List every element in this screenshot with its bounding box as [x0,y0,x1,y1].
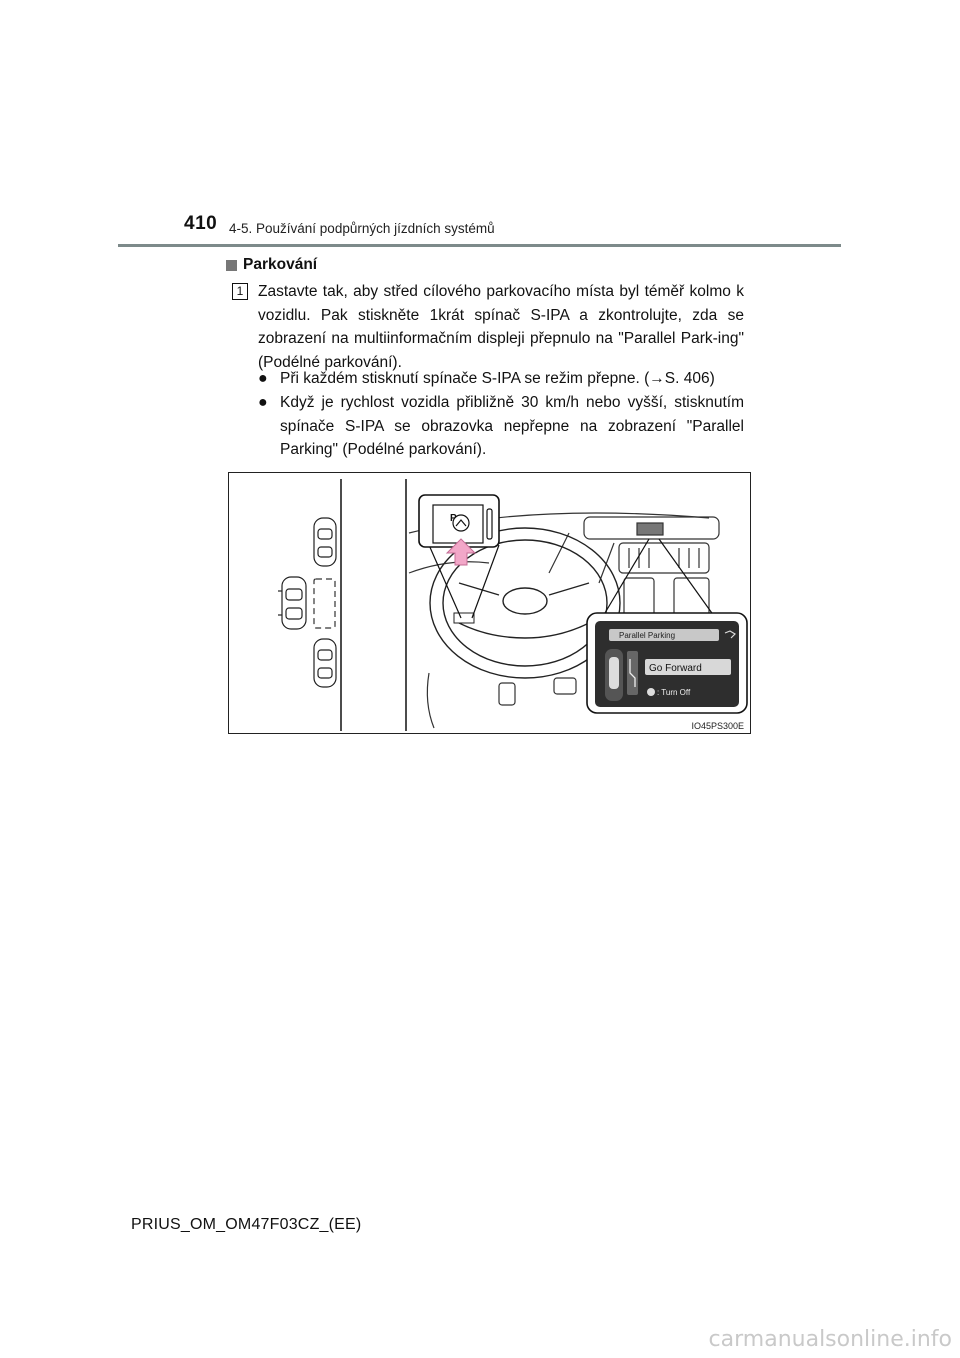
subheading [226,256,317,274]
parked-car-bottom [314,639,336,687]
display-action: Go Forward [649,663,702,674]
display-title: Parallel Parking [619,631,676,640]
bullet-item [258,367,744,391]
target-parking-space [314,579,335,628]
bullet-text: Při každém stisknutí spínače S-IPA se režim přepne. (→S. 406) [280,370,715,387]
bullet-dot-icon: ● [258,370,268,387]
watermark: carmanualsonline.info [708,1327,952,1352]
illustration-drawing [229,473,750,733]
bullet-dot-icon: ● [258,394,268,411]
display-turn-off: : Turn Off [657,688,691,697]
section-title: 4-5. Používání podpůrných jízdních systémů [229,221,495,236]
footer-code: PRIUS_OM_OM47F03CZ_(EE) [131,1216,362,1233]
figure-id: IO45PS300E [691,721,744,731]
square-bullet-icon [226,260,237,271]
header-divider [118,244,841,247]
step-number: 1 [232,283,248,300]
subheading-text: Parkování [243,256,318,273]
parked-car-top [314,518,336,566]
switch-cluster [454,613,474,623]
own-car [278,577,306,629]
step-text: Zastavte tak, aby střed cílového parkovacího místa byl téměř kolmo k vozidlu. Pak stiskněte 1krát spínač S-IPA a zkontrolujte, zda se zobrazení na multiinformačním displeji přepnulo na "Parallel Park-ing" (Podélné parkování). [258,283,744,371]
pedals [427,673,576,728]
page-number: 410 [184,213,218,234]
switch-p-label: P [450,513,457,524]
illustration-figure [228,472,751,734]
bullet-text: Když je rychlost vozidla přibližně 30 km/h nebo vyšší, stisknutím spínače S-IPA se obrazovka nepřepne na zobrazení "Parallel Parking" (Podélné parkování). [280,394,744,459]
bullet-item [258,391,744,462]
